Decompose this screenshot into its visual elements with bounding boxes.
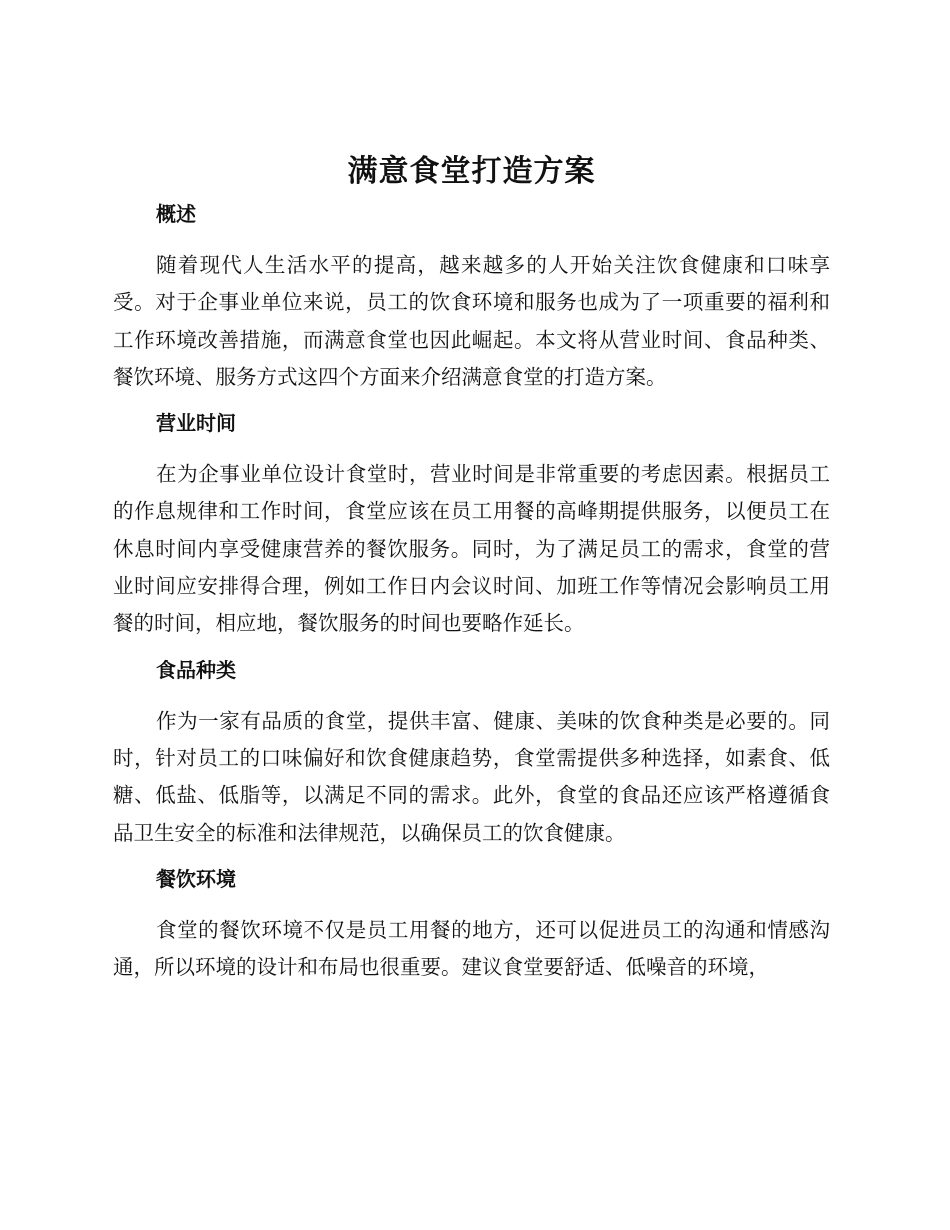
section-body-dining-environment: 食堂的餐饮环境不仅是员工用餐的地方，还可以促进员工的沟通和情感沟通，所以环境的设计和布局也很重要。建议食堂要舒适、低噪音的环境， bbox=[113, 917, 830, 980]
section-heading-food-types: 食品种类 bbox=[156, 657, 236, 682]
document-title: 满意食堂打造方案 bbox=[347, 154, 596, 189]
section-heading-dining-environment: 餐饮环境 bbox=[156, 866, 236, 891]
section-heading-business-hours: 营业时间 bbox=[156, 411, 236, 436]
section-business-hours bbox=[113, 409, 830, 642]
section-body-business-hours: 在为企事业单位设计食堂时，营业时间是非常重要的考虑因素。根据员工的作息规律和工作时间，食堂应该在员工用餐的高峰期提供服务，以便员工在休息时间内享受健康营养的餐饮服务。同时，为了满足员工的需求，食堂的营业时间应安排得合理，例如工作日内会议时间、加班工作等情况会影响员工用餐的时间，相应地，餐饮服务的时间也要略作延长。 bbox=[113, 462, 830, 636]
section-body-overview: 随着现代人生活水平的提高，越来越多的人开始关注饮食健康和口味享受。对于企事业单位来说，员工的饮食环境和服务也成为了一项重要的福利和工作环境改善措施，而满意食堂也因此崛起。本文将从营业时间、食品种类、餐饮环境、服务方式这四个方面来介绍满意食堂的打造方案。 bbox=[113, 253, 830, 389]
section-body-food-types: 作为一家有品质的食堂，提供丰富、健康、美味的饮食种类是必要的。同时，针对员工的口味偏好和饮食健康趋势，食堂需提供多种选择，如素食、低糖、低盐、低脂等，以满足不同的需求。此外，食堂的食品还应该严格遵循食品卫生安全的标准和法律规范，以确保员工的饮食健康。 bbox=[113, 708, 830, 845]
section-heading-overview: 概述 bbox=[156, 202, 196, 226]
section-food-types bbox=[113, 656, 830, 852]
section-overview bbox=[113, 200, 830, 396]
section-dining-environment bbox=[113, 865, 830, 987]
document-page bbox=[113, 150, 830, 999]
